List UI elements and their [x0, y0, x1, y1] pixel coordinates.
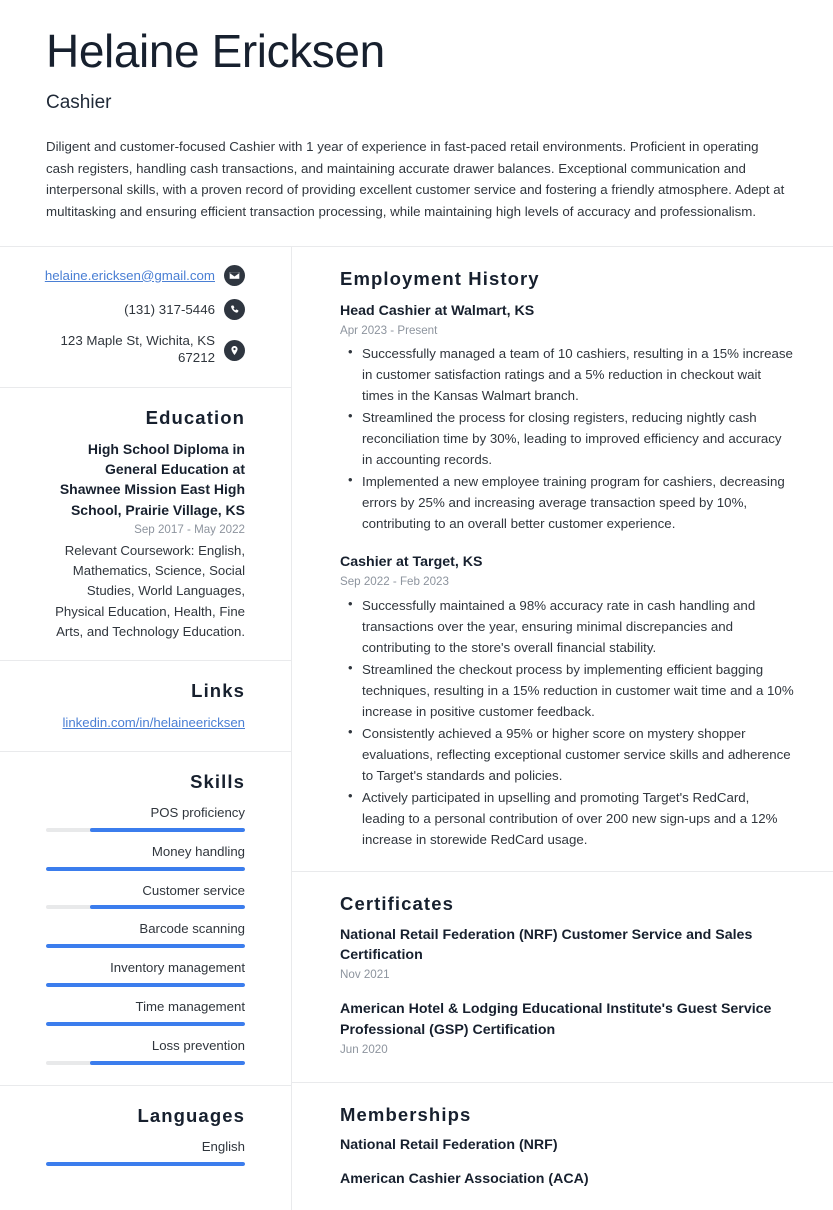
list-item: • Actively participated in upselling and promoting Target's RedCard, leading to a personal contribution of over 200 new sign-ups and a 12% increase in storewide RedCard usage.	[362, 787, 795, 850]
certificate-date: Nov 2021	[340, 968, 390, 982]
skill-level-bar	[46, 1061, 245, 1065]
skill-item	[46, 997, 245, 1026]
skill-label: Customer service	[142, 882, 245, 898]
skill-level-fill	[90, 905, 245, 909]
skill-item	[46, 842, 245, 871]
links-block	[0, 661, 291, 752]
page-title: Helaine Ericksen	[46, 25, 385, 77]
link-item[interactable]	[46, 712, 245, 733]
languages-heading: Languages	[137, 1104, 245, 1126]
certificate-date: Jun 2020	[340, 1042, 388, 1056]
location-pin-icon	[224, 340, 245, 361]
main-column	[292, 247, 833, 1210]
skill-level-bar	[46, 905, 245, 909]
certificate-title: National Retail Federation (NRF) Customer Service and Sales Certification	[340, 926, 753, 963]
skill-label: Inventory management	[110, 960, 245, 976]
certificate-title: American Hotel & Lodging Educational Institute's Guest Service Professional (GSP) Certification	[340, 1001, 772, 1038]
skill-level-fill	[90, 828, 245, 832]
list-item: • Successfully managed a team of 10 cashiers, resulting in a 15% increase in customer satisfaction ratings and a 5% reduction in checkout wait times in the Kansas Walmart branch.	[362, 343, 795, 406]
list-item: • Streamlined the checkout process by implementing efficient bagging techniques, resulting in a 15% reduction in customer wait time and a 10% increase in positive customer feedback.	[362, 659, 795, 722]
email-link[interactable]: helaine.ericksen@gmail.com	[44, 267, 215, 283]
links-heading: Links	[191, 679, 245, 701]
skill-item	[46, 881, 245, 910]
professional-summary: Diligent and customer-focused Cashier with 1 year of experience in fast-paced retail environments. Proficient in operating cash registers, handling cash transactions, and maintaining accurate drawer balances. Exceptional communication and interpersonal skills, with a proven record of providing excellent customer service and fostering a friendly atmosphere. Adept at multitasking and ensuring efficient transaction processing, while maintaining high levels of accuracy and professionalism.	[46, 139, 785, 219]
skill-item	[46, 919, 245, 948]
skill-label: Time management	[135, 999, 245, 1015]
skill-level-bar	[46, 944, 245, 948]
certificate-entry	[340, 999, 795, 1058]
employment-date: Apr 2023 - Present	[340, 323, 438, 337]
skill-item	[46, 958, 245, 987]
skill-level-fill	[46, 983, 245, 987]
skills-block	[0, 752, 291, 1086]
skill-item	[46, 1137, 245, 1166]
contact-block	[0, 247, 291, 387]
skill-level-fill	[46, 944, 245, 948]
skill-label: English	[201, 1138, 245, 1154]
memberships-heading: Memberships	[340, 1104, 472, 1126]
memberships-block	[292, 1083, 833, 1210]
skill-label: Loss prevention	[151, 1037, 245, 1053]
sidebar-column	[0, 247, 292, 1210]
job-title: Cashier	[46, 91, 112, 113]
employment-heading: Employment History	[340, 268, 540, 290]
contact-row	[46, 299, 245, 320]
phone-icon	[224, 299, 245, 320]
envelope-icon	[224, 265, 245, 286]
certificates-heading: Certificates	[340, 892, 454, 914]
linkedin-link[interactable]: linkedin.com/in/helaineericksen	[62, 714, 245, 730]
skill-item	[46, 803, 245, 832]
membership-entry: American Cashier Association (ACA)	[340, 1171, 589, 1188]
skill-level-fill	[46, 1022, 245, 1026]
contact-value[interactable]	[45, 268, 215, 285]
contact-row	[46, 265, 245, 286]
employment-entry	[340, 552, 795, 850]
education-degree: High School Diploma in General Education at Shawnee Mission East High School, Prairie Village, KS	[59, 440, 245, 518]
skill-level-bar	[46, 1022, 245, 1026]
contact-value: (131) 317-5446	[124, 301, 215, 317]
membership-entry: National Retail Federation (NRF)	[340, 1137, 558, 1154]
education-date: Sep 2017 - May 2022	[134, 522, 245, 536]
employment-job-title: Cashier at Target, KS	[340, 554, 483, 571]
certificate-entry	[340, 925, 795, 984]
list-item: • Consistently achieved a 95% or higher score on mystery shopper evaluations, reflecting exceptional customer service skills and adherence to Target's standards and policies.	[362, 723, 795, 786]
skill-level-bar	[46, 867, 245, 871]
education-entry	[46, 439, 245, 642]
skill-level-fill	[46, 1162, 245, 1166]
education-heading: Education	[145, 406, 245, 428]
languages-block	[0, 1086, 291, 1186]
contact-value: 123 Maple St, Wichita, KS 67212	[60, 333, 215, 366]
employment-entry	[340, 301, 795, 535]
skill-label: Money handling	[151, 843, 245, 859]
employment-date: Sep 2022 - Feb 2023	[340, 575, 449, 589]
skill-label: POS proficiency	[150, 805, 245, 821]
skill-level-fill	[46, 867, 245, 871]
skill-item	[46, 1036, 245, 1065]
employment-bullets	[340, 343, 795, 534]
employment-bullets	[340, 595, 795, 850]
employment-job-title: Head Cashier at Walmart, KS	[340, 302, 535, 319]
skill-level-bar	[46, 1162, 245, 1166]
education-description: Relevant Coursework: English, Mathematics, Science, Social Studies, World Languages, Physical Education, Health, Fine Arts, and Technology Education.	[55, 543, 245, 639]
resume-header	[0, 0, 833, 246]
employment-block	[292, 247, 833, 871]
skill-level-bar	[46, 828, 245, 832]
resume-body	[0, 247, 833, 1210]
list-item: • Implemented a new employee training program for cashiers, decreasing errors by 25% and increasing average transaction speed by 10%, contributing to an overall better customer experience.	[362, 471, 795, 534]
list-item: • Successfully maintained a 98% accuracy rate in cash handling and transactions over the year, ensuring minimal discrepancies and contributing to the store's overall financial stability.	[362, 595, 795, 658]
skill-level-bar	[46, 983, 245, 987]
skill-label: Barcode scanning	[139, 921, 245, 937]
education-block	[0, 388, 291, 661]
skills-heading: Skills	[190, 770, 245, 792]
certificates-block	[292, 872, 833, 1084]
skill-level-fill	[90, 1061, 245, 1065]
contact-row	[46, 333, 245, 366]
list-item: • Streamlined the process for closing registers, reducing nightly cash reconciliation time by 30%, leading to improved efficiency and accuracy in accounting records.	[362, 407, 795, 470]
